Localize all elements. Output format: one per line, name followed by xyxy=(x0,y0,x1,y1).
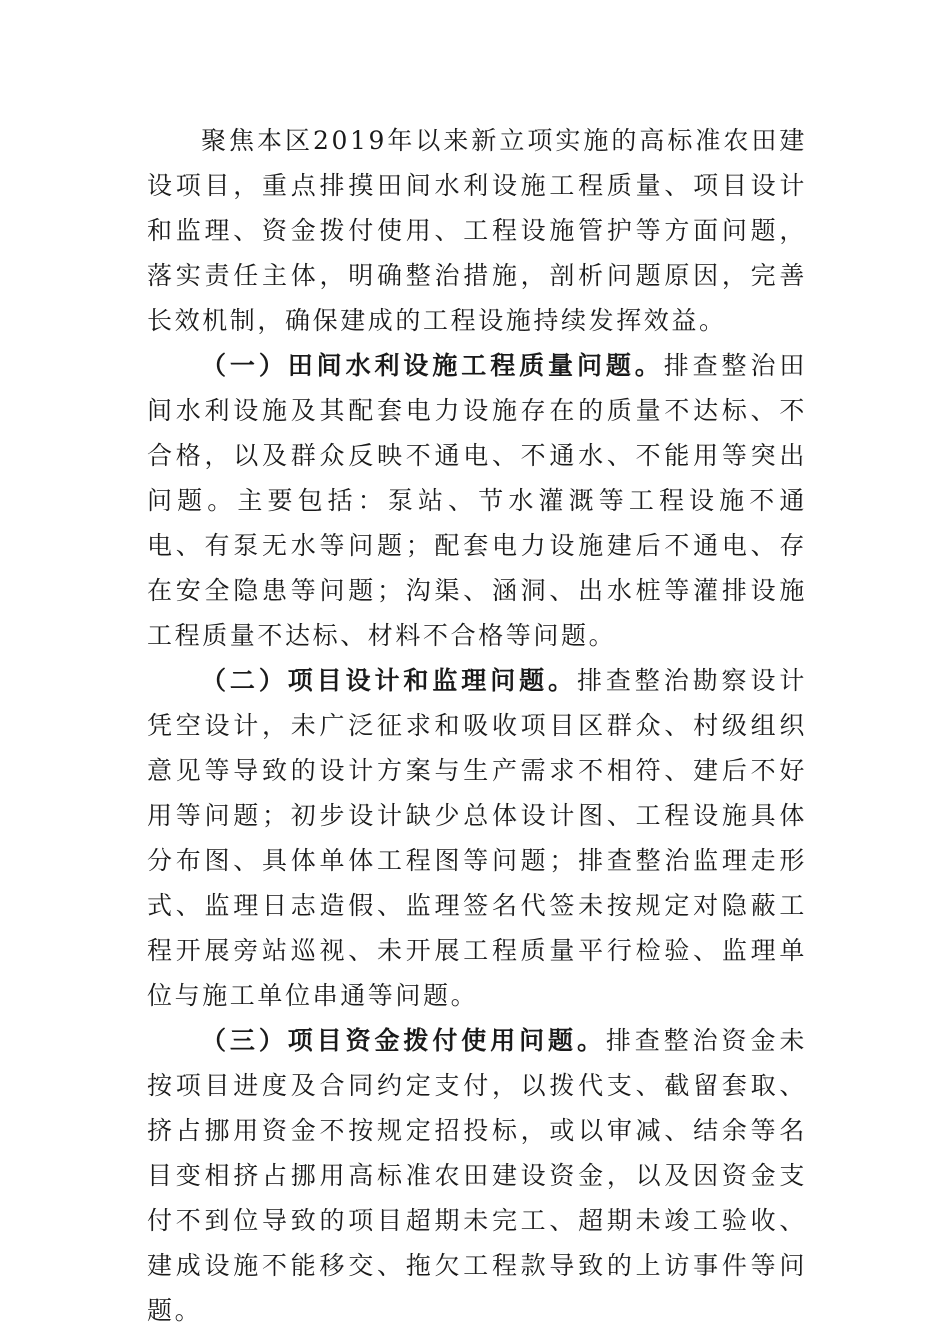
intro-paragraph xyxy=(147,118,807,343)
section-2-heading: （二）项目设计和监理问题。 xyxy=(201,666,577,695)
section-1-text: 排查整治田间水利设施及其配套电力设施存在的质量不达标、不合格，以及群众反映不通电、不通水、不能用等突出问题。主要包括：泵站、节水灌溉等工程设施不通电、有泵无水等问题；配套电力设施建后不通电、存在安全隐患等问题；沟渠、涵洞、出水桩等灌排设施工程质量不达标、材料不合格等问题。 xyxy=(147,351,807,650)
section-3-heading: （三）项目资金拨付使用问题。 xyxy=(201,1026,606,1055)
document-page xyxy=(147,118,807,1333)
section-1-heading: （一）田间水利设施工程质量问题。 xyxy=(201,351,664,380)
intro-paragraph-text: 聚焦本区2019年以来新立项实施的高标准农田建设项目，重点排摸田间水利设施工程质量、项目设计和监理、资金拨付使用、工程设施管护等方面问题，落实责任主体，明确整治措施，剖析问题原因，完善长效机制，确保建成的工程设施持续发挥效益。 xyxy=(147,126,807,335)
section-2-paragraph xyxy=(147,658,807,1018)
section-3-text: 排查整治资金未按项目进度及合同约定支付，以拨代支、截留套取、挤占挪用资金不按规定招投标，或以审减、结余等名目变相挤占挪用高标准农田建设资金，以及因资金支付不到位导致的项目超期未完工、超期未竣工验收、建成设施不能移交、拖欠工程款导致的上访事件等问题。 xyxy=(147,1026,807,1325)
section-1-paragraph xyxy=(147,343,807,658)
section-3-paragraph xyxy=(147,1018,807,1333)
section-2-text: 排查整治勘察设计凭空设计，未广泛征求和吸收项目区群众、村级组织意见等导致的设计方案与生产需求不相符、建后不好用等问题；初步设计缺少总体设计图、工程设施具体分布图、具体单体工程图等问题；排查整治监理走形式、监理日志造假、监理签名代签未按规定对隐蔽工程开展旁站巡视、未开展工程质量平行检验、监理单位与施工单位串通等问题。 xyxy=(147,666,807,1010)
